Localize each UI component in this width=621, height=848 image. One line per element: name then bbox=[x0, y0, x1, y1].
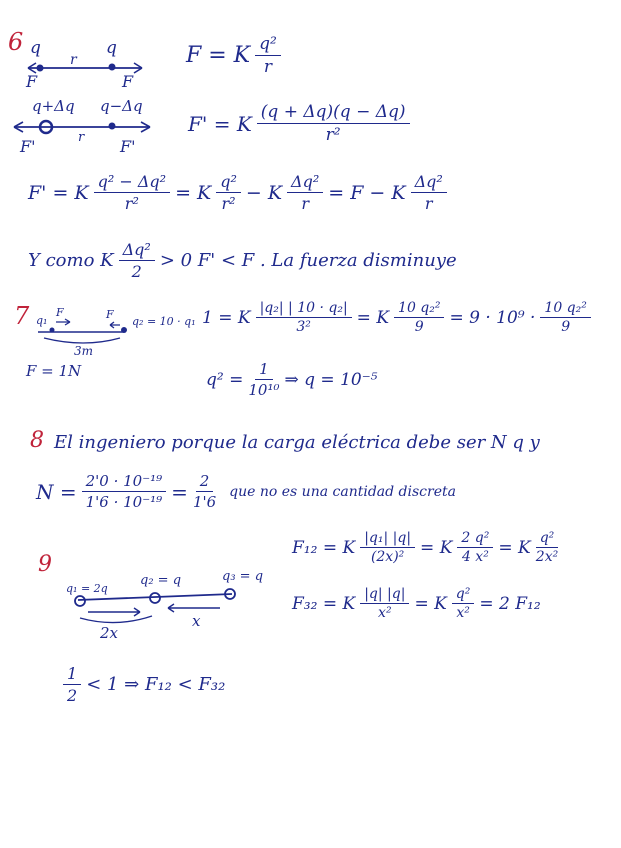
p6-l3-f2-den: r² bbox=[221, 194, 236, 213]
p9-f12-f1-den: (2x)² bbox=[370, 549, 405, 565]
p9-f32-f1-den: x² bbox=[378, 605, 392, 621]
p6-f1-lhs: F = K bbox=[186, 43, 251, 68]
p6-f2-lhs: F' = K bbox=[188, 111, 252, 136]
p6-l3-f1-num: q² − Δq² bbox=[94, 172, 170, 193]
p9-f12-f2-num: 2 q² bbox=[457, 530, 493, 548]
p8-eq-eq: = bbox=[171, 479, 188, 504]
p7-q2: q₂ = 10 · q₁ bbox=[132, 315, 196, 328]
p8-eq-lhs: N = bbox=[36, 479, 77, 504]
p7-eq1-f1-num: |q₂| | 10 · q₂| bbox=[256, 300, 352, 318]
p9-f12-eq2: = K bbox=[498, 537, 531, 558]
p7-eq1-f1-den: 3² bbox=[296, 319, 311, 335]
p9-f12-f2-den: 4 x² bbox=[461, 549, 489, 565]
p6-d2-left-charge: q+Δq bbox=[32, 97, 75, 115]
p7-eq2-rhs: ⇒ q = 10⁻⁵ bbox=[284, 369, 378, 390]
p8-eq-f1-den: 1'6 · 10⁻¹⁹ bbox=[85, 493, 163, 511]
p9-f32-f2-num: q² bbox=[452, 586, 475, 604]
p6-d1-left-charge: q bbox=[30, 38, 41, 58]
p7-f-left: F bbox=[56, 306, 64, 319]
p6-l3-f4-den: r bbox=[424, 194, 433, 213]
p9-f32-equation bbox=[292, 586, 541, 621]
p9-d1: 2x bbox=[100, 624, 119, 642]
p7-eq1-lhs: 1 = K bbox=[202, 307, 251, 328]
p9-f32-lhs: F₃₂ = K bbox=[292, 593, 356, 614]
p6-l3-eq1: = K bbox=[175, 181, 212, 204]
p6-l3-minus: − K bbox=[245, 181, 283, 204]
p9-f12-frac2 bbox=[457, 530, 493, 565]
p9-f32-rhs: = 2 F₁₂ bbox=[479, 593, 541, 614]
p6-d2-right-force: F' bbox=[120, 137, 136, 156]
p7-eq1-f3-num: 10 q₂² bbox=[540, 300, 590, 318]
p7-eq2-lhs: q² = bbox=[206, 369, 244, 390]
p7-given: F = 1N bbox=[26, 362, 82, 380]
problem-number-6: 6 bbox=[8, 28, 24, 56]
problem-number-8: 8 bbox=[30, 428, 44, 453]
p6-l3-eq2: = F − K bbox=[328, 181, 406, 204]
p9-f12-eq1: = K bbox=[420, 537, 453, 558]
p9-conc-num: 1 bbox=[63, 664, 81, 685]
p6-f1-den: r bbox=[263, 57, 273, 77]
p6-f2-den: r² bbox=[325, 125, 341, 145]
p7-distance: 3m bbox=[74, 344, 94, 358]
p7-f-right: F bbox=[106, 308, 114, 321]
p9-f12-equation bbox=[292, 530, 563, 565]
p9-f32-f1-num: |q| |q| bbox=[360, 586, 409, 604]
p7-q1: q₁ bbox=[36, 314, 48, 327]
p6-f1-num: q² bbox=[255, 34, 281, 56]
p6-conc-num: Δq² bbox=[119, 240, 155, 261]
p7-eq1-eqk: = K bbox=[356, 307, 390, 328]
p6-d1-right-force: F bbox=[122, 72, 134, 91]
p6-f2-num: (q + Δq)(q − Δq) bbox=[257, 102, 410, 124]
p6-l3-lhs: F' = K bbox=[28, 181, 89, 204]
p6-d1-right-charge: q bbox=[106, 38, 117, 58]
p9-conclusion bbox=[58, 664, 225, 705]
p8-eq-f2-den: 1'6 bbox=[192, 493, 217, 511]
p7-eq2-den: 10¹⁰ bbox=[248, 381, 280, 399]
p9-f32-frac1 bbox=[360, 586, 409, 621]
p9-q2: q₂ = q bbox=[140, 573, 182, 588]
p9-f12-lhs: F₁₂ = K bbox=[292, 537, 356, 558]
p8-eq-f1-num: 2'0 · 10⁻¹⁹ bbox=[82, 472, 167, 492]
p6-l3-f4-num: Δq² bbox=[411, 172, 447, 193]
p6-conc-den: 2 bbox=[131, 262, 142, 281]
problem-number-7: 7 bbox=[14, 302, 30, 330]
p9-conc-rest: < 1 ⇒ F₁₂ < F₃₂ bbox=[86, 674, 226, 695]
p8-eq-tail: que no es una cantidad discreta bbox=[229, 483, 456, 500]
problem-number-9: 9 bbox=[38, 552, 52, 577]
p9-conc-den: 2 bbox=[67, 686, 78, 705]
p8-text: El ingeniero porque la carga eléctrica debe ser N q y bbox=[54, 432, 540, 453]
p9-f12-frac1 bbox=[360, 530, 415, 565]
p9-f32-frac2 bbox=[452, 586, 475, 621]
p8-eq-f2-num: 2 bbox=[196, 472, 214, 492]
p6-l3-f3-num: Δq² bbox=[287, 172, 323, 193]
p9-conc-frac bbox=[63, 664, 81, 705]
p7-eq1-f2-num: 10 q₂² bbox=[394, 300, 444, 318]
p6-d2-left-force: F' bbox=[20, 137, 36, 156]
p7-eq1-mid: = 9 · 10⁹ · bbox=[449, 307, 536, 328]
p9-q1: q₁ = 2q bbox=[66, 582, 108, 595]
p6-l3-f2-num: q² bbox=[216, 172, 241, 193]
p9-f12-frac3 bbox=[536, 530, 559, 565]
p6-d1-left-force: F bbox=[26, 72, 38, 91]
p6-l3-f3-den: r bbox=[301, 194, 309, 213]
p9-f12-f3-num: q² bbox=[536, 530, 559, 548]
p9-d2: x bbox=[192, 612, 201, 630]
p6-conc-prefix: Y como K bbox=[28, 250, 114, 271]
p6-conc-suffix: > 0 F' < F . La fuerza disminuye bbox=[159, 250, 457, 271]
p7-eq2-num: 1 bbox=[255, 360, 273, 380]
p6-d2-right-charge: q−Δq bbox=[100, 97, 143, 115]
p9-f32-f2-den: x² bbox=[456, 605, 470, 621]
p7-eq1-f2-den: 9 bbox=[414, 319, 424, 335]
p9-f12-f1-num: |q₁| |q| bbox=[360, 530, 415, 548]
p7-eq1-f3-den: 9 bbox=[561, 319, 571, 335]
p6-l3-f1-den: r² bbox=[124, 194, 139, 213]
p9-q3: q₃ = q bbox=[222, 569, 264, 584]
p6-d1-distance: r bbox=[70, 52, 77, 68]
p6-d2-distance: r bbox=[78, 130, 85, 145]
p9-f32-eq1: = K bbox=[414, 593, 447, 614]
p9-f12-f3-den: 2x² bbox=[535, 549, 559, 565]
